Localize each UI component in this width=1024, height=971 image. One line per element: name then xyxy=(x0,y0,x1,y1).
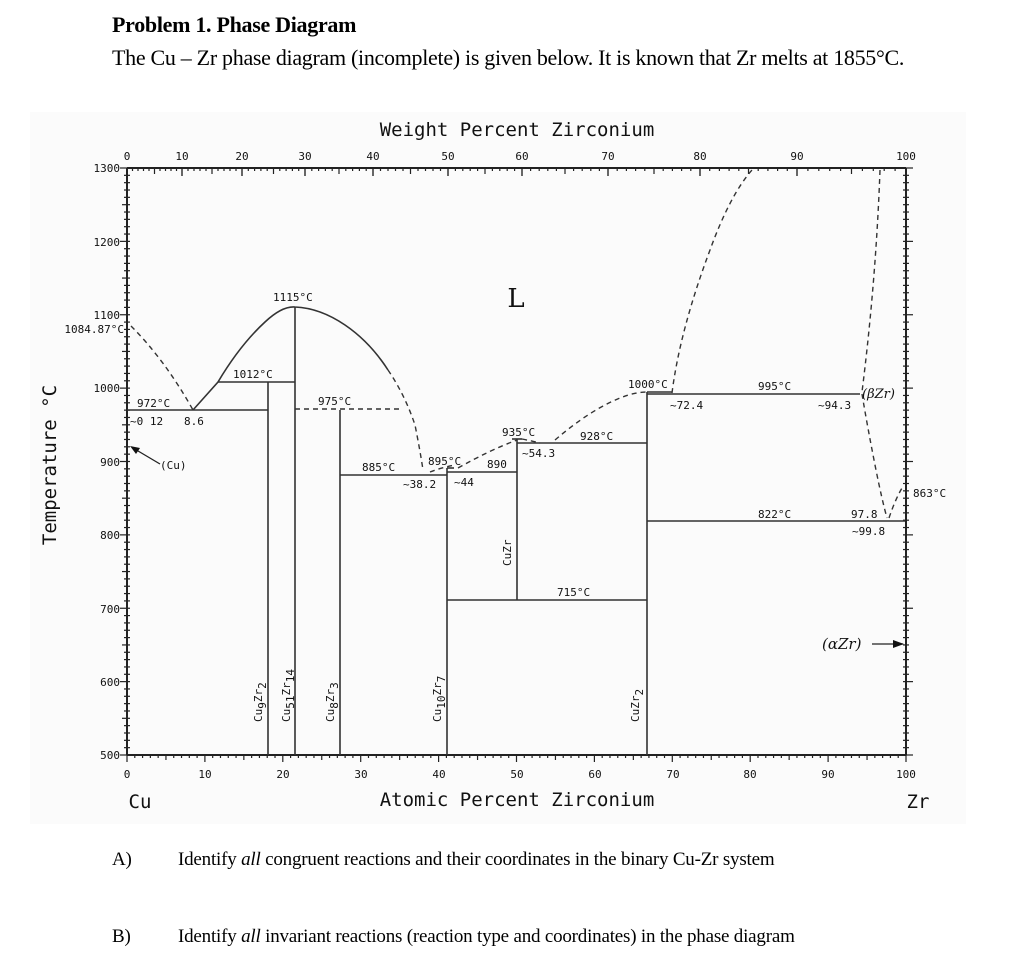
svg-text:20: 20 xyxy=(276,768,290,781)
svg-text:10: 10 xyxy=(175,150,189,163)
svg-text:800: 800 xyxy=(100,529,120,542)
svg-text:100: 100 xyxy=(896,150,916,163)
svg-text:~72.4: ~72.4 xyxy=(670,399,704,412)
beta-zr-label: (βZr) xyxy=(862,387,895,402)
svg-text:40: 40 xyxy=(432,768,446,781)
compound-cu8zr3: Cu8Zr3 xyxy=(324,682,341,722)
question-b-emphasis: all xyxy=(241,926,261,947)
question-a-pre: Identify xyxy=(178,849,242,870)
compound-cu9zr2: Cu9Zr2 xyxy=(252,682,269,722)
svg-text:975°C: 975°C xyxy=(318,395,352,408)
svg-text:1000°C: 1000°C xyxy=(628,378,668,391)
alpha-zr-arrow xyxy=(872,640,904,648)
cu-phase-label: (Cu) xyxy=(160,459,187,472)
question-a-emphasis: all xyxy=(241,849,261,870)
svg-text:928°C: 928°C xyxy=(580,430,614,443)
svg-text:70: 70 xyxy=(601,150,615,163)
svg-text:80: 80 xyxy=(693,150,707,163)
svg-text:863°C: 863°C xyxy=(913,487,947,500)
compound-cu51zr14: Cu51Zr14 xyxy=(280,669,297,722)
svg-text:700: 700 xyxy=(100,603,120,616)
isotherm-labels xyxy=(130,291,946,599)
svg-text:~0 12: ~0 12 xyxy=(130,415,164,428)
svg-text:0: 0 xyxy=(123,768,131,781)
svg-text:995°C: 995°C xyxy=(758,380,792,393)
question-a-text xyxy=(178,849,774,871)
bottom-axis-title: Atomic Percent Zirconium xyxy=(379,789,655,811)
question-a-post: congruent reactions and their coordinates in the binary Cu-Zr system xyxy=(260,849,775,870)
y-tick-labels xyxy=(94,162,121,762)
svg-text:~38.2: ~38.2 xyxy=(403,478,437,491)
top-axis-title: Weight Percent Zirconium xyxy=(379,119,655,141)
svg-text:895°C: 895°C xyxy=(428,455,462,468)
svg-text:30: 30 xyxy=(298,150,312,163)
problem-title: Problem 1. Phase Diagram xyxy=(112,12,357,37)
svg-text:50: 50 xyxy=(510,768,524,781)
svg-text:60: 60 xyxy=(515,150,529,163)
phase-diagram-svg xyxy=(30,112,966,824)
compound-cuzr: CuZr xyxy=(501,539,514,566)
compound-cu10zr7: Cu10Zr7 xyxy=(431,675,448,722)
svg-text:900: 900 xyxy=(100,456,120,469)
zr-label: Zr xyxy=(906,791,930,813)
problem-intro: The Cu – Zr phase diagram (incomplete) is given below. It is known that Zr melts at 1855°C. xyxy=(112,45,905,70)
phase-diagram-figure xyxy=(30,112,966,824)
svg-text:0: 0 xyxy=(123,150,131,163)
cu-melting-label: 1084.87°C xyxy=(64,323,124,336)
question-b-post: invariant reactions (reaction type and coordinates) in the phase diagram xyxy=(260,926,795,947)
compound-cuzr2: CuZr2 xyxy=(629,688,646,722)
svg-text:40: 40 xyxy=(366,150,380,163)
svg-text:97.8: 97.8 xyxy=(851,508,878,521)
cu-phase-arrow xyxy=(130,446,160,464)
alpha-zr-label: (αZr) xyxy=(822,635,862,653)
svg-text:100: 100 xyxy=(896,768,916,781)
svg-text:80: 80 xyxy=(743,768,757,781)
question-a-label: A) xyxy=(112,849,132,870)
svg-text:972°C: 972°C xyxy=(137,397,171,410)
cu-label: Cu xyxy=(128,791,152,813)
svg-text:1115°C: 1115°C xyxy=(273,291,313,304)
svg-text:~99.8: ~99.8 xyxy=(852,525,886,538)
compound-labels xyxy=(252,539,646,722)
svg-text:10: 10 xyxy=(198,768,212,781)
top-tick-labels xyxy=(124,150,916,163)
svg-text:500: 500 xyxy=(100,749,120,762)
svg-text:~54.3: ~54.3 xyxy=(522,447,556,460)
question-b-text xyxy=(178,926,795,948)
svg-text:1100: 1100 xyxy=(93,309,120,322)
liquid-label: L xyxy=(507,284,525,314)
svg-text:600: 600 xyxy=(100,676,120,689)
svg-text:1000: 1000 xyxy=(93,382,120,395)
bottom-tick-labels xyxy=(124,768,916,781)
svg-text:1012°C: 1012°C xyxy=(233,368,273,381)
svg-text:~94.3: ~94.3 xyxy=(818,399,852,412)
svg-text:90: 90 xyxy=(821,768,835,781)
svg-text:890: 890 xyxy=(487,458,507,471)
question-b-pre: Identify xyxy=(178,926,242,947)
svg-text:50: 50 xyxy=(441,150,455,163)
svg-text:1300: 1300 xyxy=(93,162,120,175)
question-b-label: B) xyxy=(112,926,131,947)
svg-text:885°C: 885°C xyxy=(362,461,396,474)
svg-text:60: 60 xyxy=(588,768,602,781)
svg-text:715°C: 715°C xyxy=(557,586,591,599)
svg-text:30: 30 xyxy=(354,768,368,781)
svg-text:~44: ~44 xyxy=(454,476,474,489)
svg-text:90: 90 xyxy=(790,150,804,163)
svg-text:8.6: 8.6 xyxy=(184,415,204,428)
svg-text:935°C: 935°C xyxy=(502,426,536,439)
svg-text:822°C: 822°C xyxy=(758,508,792,521)
svg-text:70: 70 xyxy=(666,768,680,781)
svg-text:20: 20 xyxy=(235,150,249,163)
svg-text:1200: 1200 xyxy=(93,236,120,249)
y-axis-title: Temperature °C xyxy=(39,384,61,546)
